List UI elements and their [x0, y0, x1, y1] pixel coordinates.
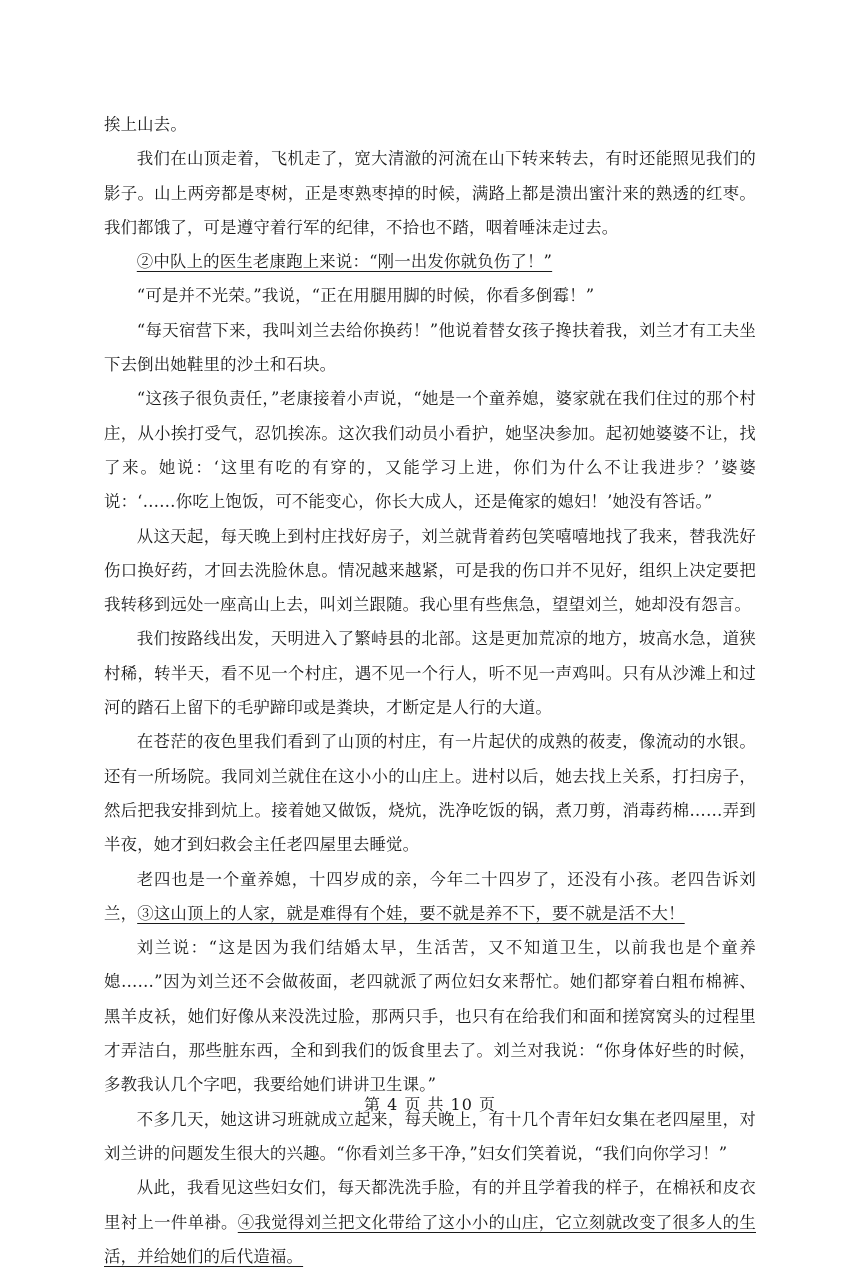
text-segment: “每天宿营下来，我叫刘兰去给你换药！”他说着替女孩子搀扶着我，刘兰才有工夫坐下去倒出她鞋里的沙土和石块。 [104, 320, 756, 375]
paragraph [104, 863, 756, 932]
text-segment: 挨上山去。 [104, 115, 187, 134]
underlined-sentence: ④我觉得刘兰把文化带给了这小小的山庄，它立刻就改变了很多人的生活，并给她们的后代造福。 [104, 1212, 756, 1266]
text-segment: 不多几天，她这讲习班就成立起来，每天晚上，有十几个青年妇女集在老四屋里，对刘兰讲的问题发生很大的兴趣。“你看刘兰多干净，”妇女们笑着说，“我们向你学习！” [104, 1109, 756, 1163]
text-segment: 从这天起，每天晚上到村庄找好房子，刘兰就背着药包笑嘻嘻地找了我来，替我洗好伤口换好药，才回去洗脸休息。情况越来越紧，可是我的伤口并不见好，组织上决定要把我转移到远处一座高山上去，叫刘兰跟随。我心里有些焦急，望望刘兰，她却没有怨言。 [104, 526, 756, 615]
paragraph [104, 382, 756, 519]
paragraph [104, 314, 756, 383]
paragraph [104, 245, 756, 279]
text-segment: “可是并不光荣。”我说，“正在用腿用脚的时候，你看多倒霉！” [136, 286, 595, 306]
paragraph [104, 520, 756, 623]
paragraph [104, 931, 756, 1102]
text-segment: 我们在山顶走着，飞机走了，宽大清澈的河流在山下转来转去，有时还能照见我们的影子。山上两旁都是枣树，正是枣熟枣掉的时候，满路上都是溃出蜜汁来的熟透的红枣。我们都饿了，可是遵守着行军的纪律，不拾也不踏，咽着唾沫走过去。 [104, 149, 756, 237]
paragraph [104, 108, 756, 142]
text-segment: “这孩子很负责任，”老康接着小声说，“她是一个童养媳，婆家就在我们住过的那个村庄，从小挨打受气，忍饥挨冻。这次我们动员小看护，她坚决参加。起初她婆婆不让，找了来。她说：‘这里有吃的有穿的，又能学习上进，你们为什么不让我进步？’婆婆说：‘……你吃上饱饭，可不能变心，你长大成人，还是俺家的媳妇！’她没有答话。” [104, 389, 756, 512]
text-segment: 在苍茫的夜色里我们看到了山顶的村庄，有一片起伏的成熟的莜麦，像流动的水银。还有一所场院。我同刘兰就住在这小小的山庄上。进村以后，她去找上关系，打扫房子，然后把我安排到炕上。接着她又做饭，烧炕，洗净吃饭的锅，煮刀剪，消毒药棉……弄到半夜，她才到妇救会主任老四屋里去睡觉。 [104, 732, 756, 855]
paragraph [104, 622, 756, 725]
paragraph [104, 142, 756, 245]
paragraph [104, 725, 756, 862]
paragraph [104, 1171, 756, 1274]
underlined-sentence: ②中队上的医生老康跑上来说：“刚一出发你就负伤了！” [136, 252, 553, 272]
text-segment: 我们按路线出发，天明进入了繁峙县的北部。这是更加荒凉的地方，坡高水急，道狭村稀，转半天，看不见一个村庄，遇不见一个行人，听不见一声鸡叫。只有从沙滩上和过河的踏石上留下的毛驴蹄印或是粪块，才断定是人行的大道。 [104, 629, 756, 718]
text-segment: 刘兰说：“这是因为我们结婚太早，生活苦，又不知道卫生，以前我也是个童养媳……”因为刘兰还不会做莜面，老四就派了两位妇女来帮忙。她们都穿着白粗布棉裤、黑羊皮袄，她们好像从来没洗过脸，那两只手，也只有在给我们和面和搓窝窝头的过程里才弄洁白，那些脏东西，全和到我们的饭食里去了。刘兰对我说：“你身体好些的时候，多教我认几个字吧，我要给她们讲讲卫生课。” [104, 938, 756, 1095]
text-segment: 从此，我看见这些妇女们，每天都洗洗手脸，有的并且学着我的样子，在棉袄和皮衣里衬上一件单褂。 [104, 1178, 756, 1232]
text-segment: 老四也是一个童养媳，十四岁成的亲，今年二十四岁了，还没有小孩。老四告诉刘兰， [104, 869, 756, 923]
underlined-sentence: ③这山顶上的人家，就是难得有个娃，要不就是养不下，要不就是活不大！ [137, 903, 685, 923]
paragraph [104, 279, 756, 313]
page-footer: 第 4 页 共 10 页 [364, 1095, 496, 1114]
